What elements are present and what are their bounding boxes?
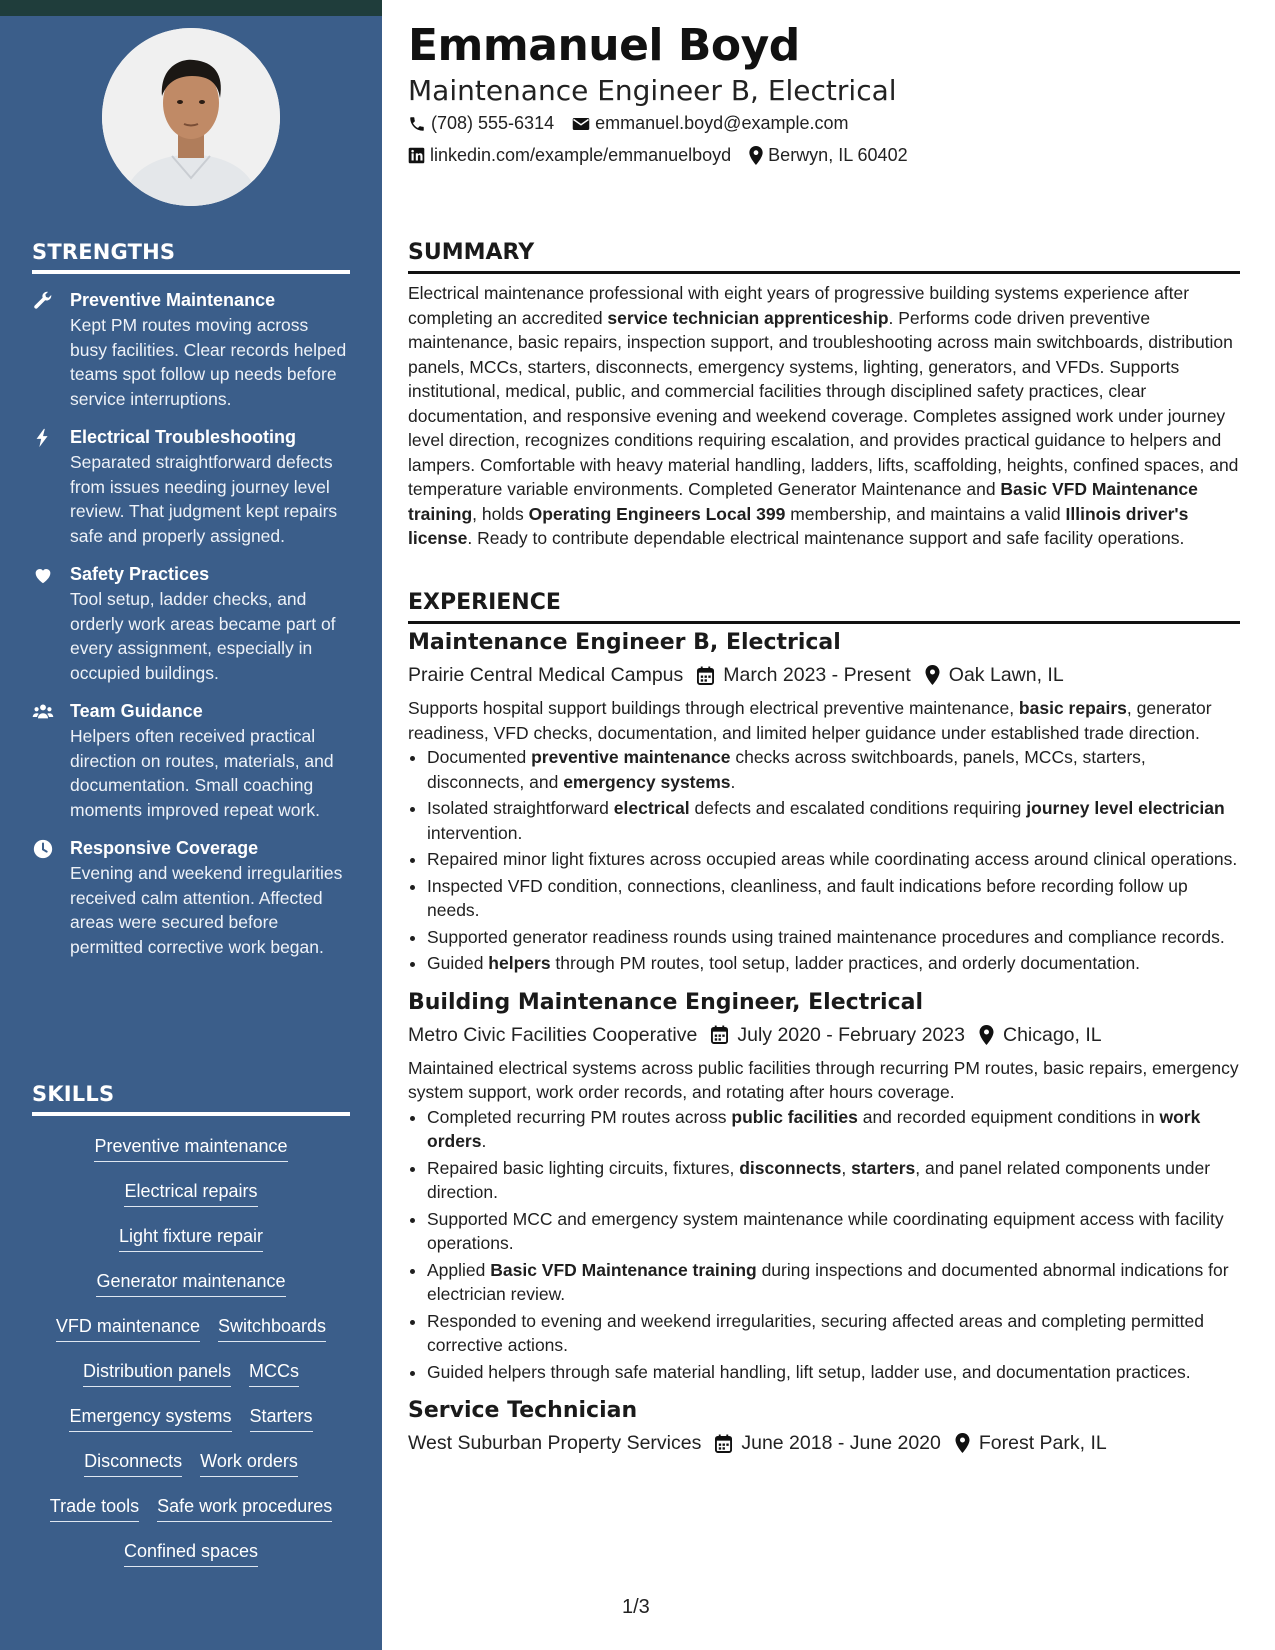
linkedin-icon [408, 147, 425, 164]
skill-tag: Starters [250, 1404, 313, 1432]
bullet-item [427, 1156, 1240, 1205]
emphasis-text: preventive maintenance [531, 747, 731, 767]
job-location [979, 1020, 1102, 1050]
skills-heading: SKILLS [32, 1082, 350, 1116]
job-title: Maintenance Engineer B, Electrical [408, 630, 841, 655]
strength-text [70, 562, 350, 685]
emphasis-text: work orders [427, 1106, 1201, 1151]
job-dates [715, 1428, 941, 1458]
bullet-item [427, 1258, 1240, 1307]
text-run: through PM routes, tool setup, ladder practices, and orderly documentation. [550, 953, 1141, 973]
contact-row-1 [408, 113, 866, 134]
skill-row [32, 1449, 350, 1494]
strengths-heading: STRENGTHS [32, 240, 350, 274]
lightning-bolt-icon [32, 425, 70, 548]
skill-tag: MCCs [249, 1359, 299, 1387]
experience-heading: EXPERIENCE [408, 590, 1240, 624]
text-run: Guided [427, 953, 489, 973]
sidebar-top-bar [0, 0, 382, 16]
strength-title: Team Guidance [70, 701, 203, 721]
email-text[interactable]: emmanuel.boyd@example.com [595, 113, 849, 133]
text-run: . Performs code driven preventive maintenance, basic repairs, inspection support, and troubleshooting across main switchboards, distribution panels, MCCs, starters, disconnects, emergency systems, lighting, generators, and VFDs. Supports institutional, medical, public, and commercial facilities through disciplined safety practices, clear documentation, and responsive evening and weekend coverage. Completes assigned work under journey level direction, recognizes conditions requiring escalation, and provides practical guidance to helpers and lampers. Comfortable with heavy material handling, ladders, lifts, scaffolding, heights, confined spaces, and temperature variable environments. Completed Generator Maintenance and [408, 307, 1239, 499]
strength-title: Preventive Maintenance [70, 290, 276, 310]
job-bullets [408, 1105, 1240, 1385]
strength-item [32, 836, 350, 959]
job-entry [408, 988, 1240, 1385]
skill-tag: Disconnects [84, 1449, 182, 1477]
job-location-text: Oak Lawn, IL [948, 664, 1064, 686]
linkedin-text[interactable]: linkedin.com/example/emmanuelboyd [430, 145, 732, 165]
job-dates-text: June 2018 - June 2020 [741, 1432, 941, 1454]
envelope-icon [572, 116, 590, 132]
bullet-item [427, 951, 1240, 976]
job-title: Building Maintenance Engineer, Electrical [408, 989, 924, 1015]
phone-item [408, 113, 554, 134]
strength-title: Responsive Coverage [70, 838, 259, 858]
emphasis-text: public facilities [731, 1106, 858, 1127]
strength-description: Helpers often received practical direction on routes, materials, and documentation. Small coaching moments improved repeat work. [70, 726, 334, 820]
emphasis-text: Illinois driver's license [408, 503, 1189, 548]
text-run: membership, and maintains a valid [785, 503, 1066, 524]
text-run: . Ready to contribute dependable electrical maintenance support and safe facility operations. [467, 528, 1185, 548]
strength-description: Tool setup, ladder checks, and orderly work areas became part of every assignment, especially in occupied buildings. [70, 589, 336, 683]
strength-text [70, 836, 350, 959]
candidate-title: Maintenance Engineer B, Electrical [408, 74, 897, 107]
skill-row [32, 1494, 350, 1539]
text-run: Isolated straightforward [427, 798, 614, 818]
strength-description: Separated straightforward defects from issues needing journey level review. That judgment kept repairs safe and properly assigned. [70, 452, 338, 546]
emphasis-text: Basic VFD Maintenance training [490, 1259, 757, 1280]
job-location [955, 1428, 1107, 1458]
summary-heading: SUMMARY [408, 240, 1240, 274]
strength-text [70, 699, 350, 822]
job-entry [408, 1396, 1240, 1458]
bullet-item [427, 874, 1240, 923]
text-run: , [841, 1157, 852, 1178]
emphasis-text: service technician apprenticeship [607, 307, 889, 328]
text-run: Electrical maintenance professional with eight years of progressive building systems experience after completing an accredited [408, 283, 1190, 328]
emphasis-text: emergency systems [563, 771, 731, 792]
strength-title: Electrical Troubleshooting [70, 427, 297, 447]
emphasis-text: disconnects [739, 1157, 842, 1178]
company-name: Prairie Central Medical Campus [408, 664, 684, 686]
strength-item [32, 699, 350, 822]
profile-photo [102, 28, 280, 206]
bullet-item [427, 1207, 1240, 1256]
company-name: Metro Civic Facilities Cooperative [408, 1023, 698, 1046]
text-run: . [481, 1131, 487, 1151]
emphasis-text: electrical [613, 798, 690, 818]
bullet-item [427, 1360, 1240, 1385]
text-run: intervention. [427, 822, 523, 843]
strength-description: Kept PM routes moving across busy facilities. Clear records helped teams spot follow up needs before service interruptions. [70, 315, 347, 409]
emphasis-text: basic repairs [1018, 698, 1127, 718]
job-intro [408, 696, 1240, 745]
text-run: , and panel related components under direction. [427, 1157, 1211, 1202]
skill-tag: Emergency systems [69, 1404, 231, 1432]
job-location [925, 660, 1064, 690]
skills-list [32, 1134, 350, 1584]
job-meta [408, 1428, 1240, 1458]
contact-row-2 [408, 145, 926, 166]
sidebar [0, 0, 382, 1650]
skill-tag: Confined spaces [124, 1539, 258, 1567]
text-run: , generator readiness, VFD checks, documentation, and limited helper guidance under established trade direction. [408, 698, 1212, 743]
wrench-icon [32, 288, 70, 411]
heart-icon [32, 562, 70, 685]
bullet-item [427, 925, 1240, 950]
skill-row [32, 1224, 350, 1269]
skill-tag: Light fixture repair [119, 1224, 263, 1252]
job-entry [408, 628, 1240, 976]
text-run: Inspected VFD condition, connections, cleanliness, and fault indications before recording follow up needs. [427, 875, 1188, 920]
text-run: Guided helpers through safe material handling, lift setup, ladder use, and documentation practices. [427, 1361, 1191, 1382]
text-run: , holds [472, 503, 529, 524]
text-run: Responded to evening and weekend irregularities, securing affected areas and completing permitted corrective actions. [427, 1310, 1204, 1355]
job-meta [408, 1020, 1240, 1050]
team-icon [32, 699, 70, 822]
job-location-text: Forest Park, IL [978, 1432, 1107, 1454]
job-dates-text: March 2023 - Present [723, 664, 911, 686]
bullet-item [427, 1105, 1240, 1154]
map-pin-icon [955, 1433, 970, 1453]
calendar-icon [711, 1025, 728, 1044]
phone-text: (708) 555-6314 [431, 113, 555, 133]
calendar-icon [715, 1434, 732, 1453]
text-run: Applied [427, 1259, 491, 1280]
job-dates-text: July 2020 - February 2023 [737, 1023, 965, 1046]
skill-tag: Work orders [200, 1449, 298, 1477]
text-run: during inspections and documented abnormal indications for electrician review. [427, 1259, 1229, 1304]
job-dates [711, 1020, 965, 1050]
location-text: Berwyn, IL 60402 [768, 145, 908, 165]
skill-tag: Trade tools [50, 1494, 139, 1522]
strength-text [70, 288, 350, 411]
strength-title: Safety Practices [70, 564, 210, 584]
skill-row [32, 1314, 350, 1359]
bullet-item [427, 1309, 1240, 1358]
emphasis-text: Operating Engineers Local 399 [528, 503, 786, 524]
text-run: Supported MCC and emergency system maintenance while coordinating equipment access with facility operations. [427, 1208, 1224, 1253]
job-dates [697, 660, 911, 690]
location-item [749, 145, 907, 166]
text-run: and recorded equipment conditions in [857, 1106, 1160, 1127]
skill-row [32, 1404, 350, 1449]
text-run: Supports hospital support buildings through electrical preventive maintenance, [408, 698, 1019, 718]
experience-list [408, 628, 1240, 1470]
job-intro [408, 1056, 1240, 1105]
skill-tag: VFD maintenance [56, 1314, 200, 1342]
skill-row [32, 1134, 350, 1179]
strength-description: Evening and weekend irregularities received calm attention. Affected areas were secured before permitted corrective work began. [70, 863, 343, 957]
email-item[interactable] [572, 113, 848, 134]
job-location-text: Chicago, IL [1002, 1023, 1102, 1046]
skill-tag: Safe work procedures [157, 1494, 332, 1522]
strength-item [32, 562, 350, 685]
candidate-name: Emmanuel Boyd [408, 20, 800, 71]
job-bullets [408, 745, 1240, 976]
emphasis-text: journey level electrician [1026, 798, 1225, 818]
skill-tag: Electrical repairs [124, 1179, 257, 1207]
emphasis-text: starters [851, 1157, 916, 1178]
strength-item [32, 288, 350, 411]
skill-tag: Preventive maintenance [94, 1134, 287, 1162]
calendar-icon [697, 666, 714, 685]
clock-icon [32, 836, 70, 959]
linkedin-item[interactable] [408, 145, 731, 166]
bullet-item [427, 847, 1240, 872]
emphasis-text: helpers [488, 953, 551, 973]
map-pin-icon [979, 1025, 994, 1045]
skill-tag: Switchboards [218, 1314, 326, 1342]
skill-row [32, 1269, 350, 1314]
text-run: . [730, 771, 736, 792]
emphasis-text: Basic VFD Maintenance training [408, 479, 1198, 524]
strength-item [32, 425, 350, 548]
skill-tag: Generator maintenance [96, 1269, 285, 1297]
strengths-list [32, 288, 350, 973]
skill-row [32, 1179, 350, 1224]
text-run: Documented [427, 747, 532, 767]
text-run: Repaired minor light fixtures across occupied areas while coordinating access around clinical operations. [427, 849, 1238, 869]
company-name: West Suburban Property Services [408, 1432, 702, 1454]
text-run: checks across switchboards, panels, MCCs, starters, disconnects, and [427, 747, 1146, 792]
job-meta [408, 660, 1240, 690]
text-run: defects and escalated conditions requiring [689, 798, 1027, 818]
skill-row [32, 1359, 350, 1404]
job-title: Service Technician [408, 1398, 638, 1423]
text-run: Completed recurring PM routes across [427, 1106, 732, 1127]
bullet-item [427, 796, 1240, 845]
map-pin-icon [925, 665, 940, 685]
skill-tag: Distribution panels [83, 1359, 231, 1387]
text-run: Repaired basic lighting circuits, fixtures, [427, 1157, 740, 1178]
phone-icon [408, 115, 426, 133]
strength-text [70, 425, 350, 548]
bullet-item [427, 745, 1240, 794]
map-pin-icon [749, 146, 763, 165]
page-number: 1/3 [622, 1596, 650, 1618]
summary-text [408, 281, 1240, 551]
text-run: Supported generator readiness rounds using trained maintenance procedures and compliance records. [427, 926, 1225, 947]
text-run: Maintained electrical systems across public facilities through recurring PM routes, basic repairs, emergency system support, work order records, and rotating after hours coverage. [408, 1057, 1239, 1102]
skill-row [32, 1539, 350, 1584]
